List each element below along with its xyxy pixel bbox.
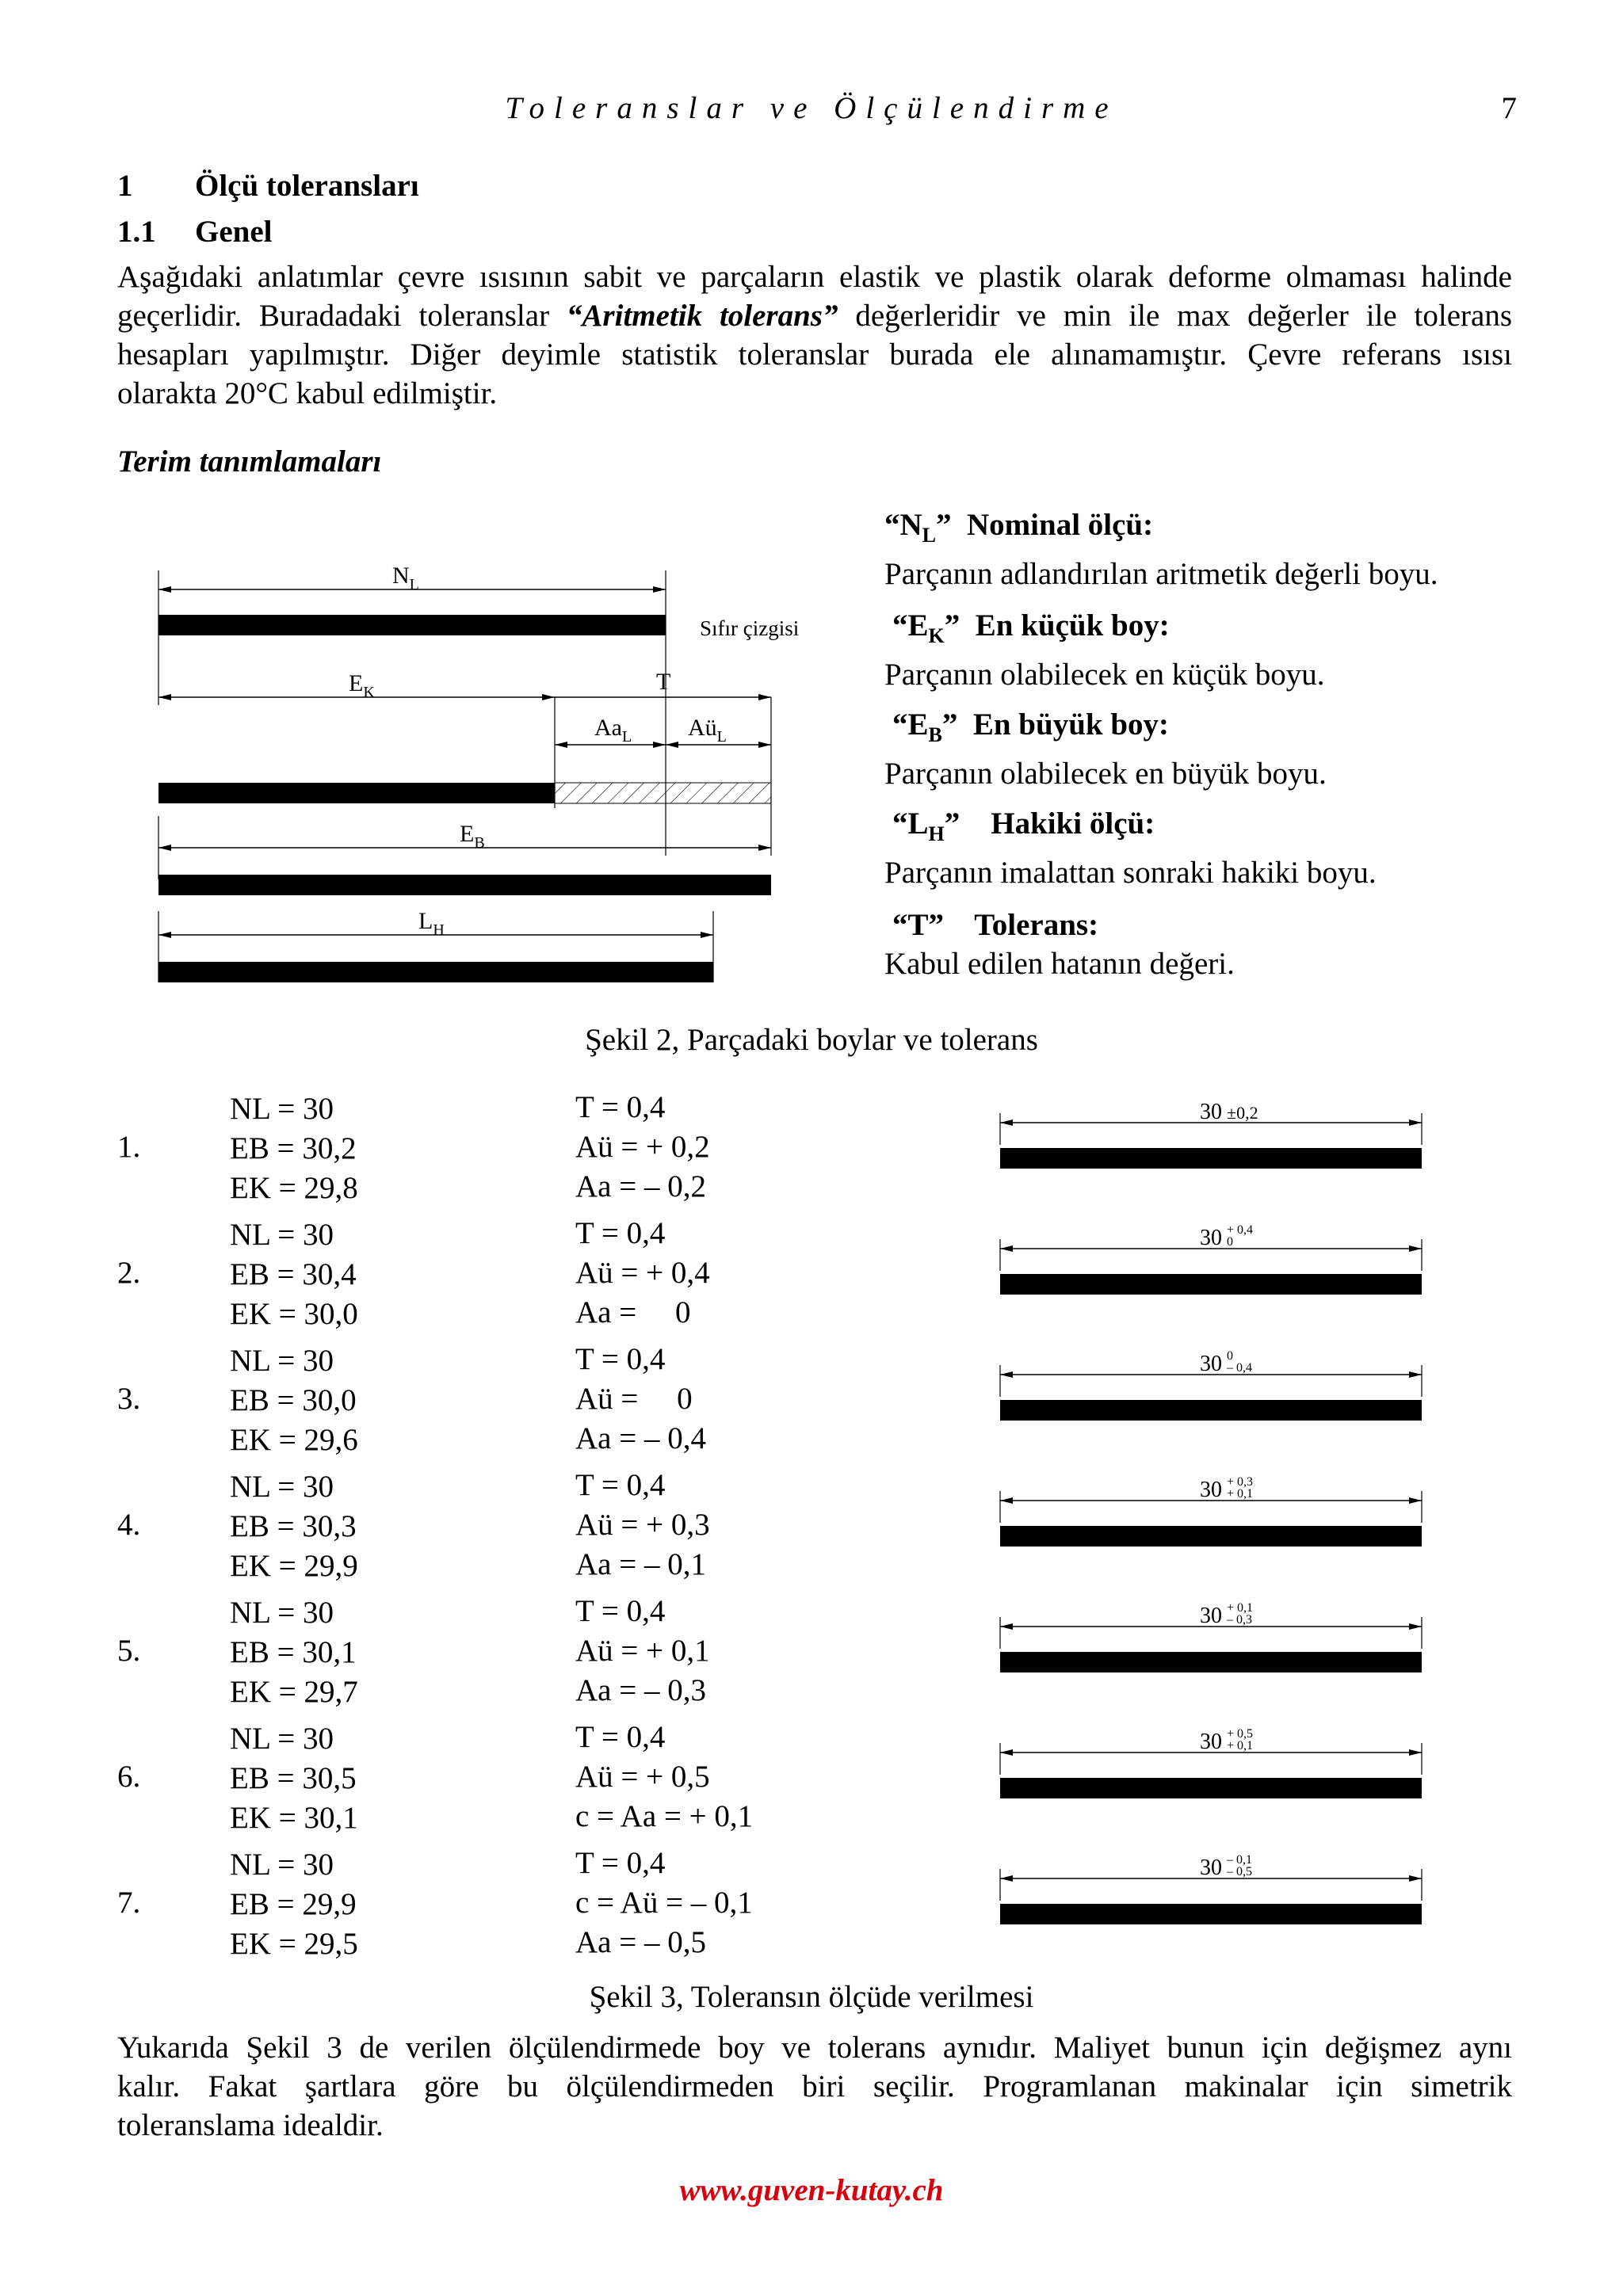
definition-term: “$N_L$” Nominal ölçü: [884,508,1154,547]
example-lower-deviation: Aa = – 0,4 [575,1421,706,1455]
example-min: EK = 30,1 [230,1801,358,1835]
example-dimension-drawing [995,1727,1439,1822]
example-lengths [230,1467,358,1586]
part-bar [1000,1778,1422,1798]
figure-2-drawing [111,547,951,1054]
part-bar [1000,1652,1422,1672]
part-bar [1000,1400,1422,1421]
page-number: 7 [1501,91,1517,125]
aa-label: $Aa_L$ [594,715,632,746]
example-upper-deviation: c = Aü = – 0,1 [575,1886,753,1920]
dimension-lower-deviation: – 0,4 [1227,1361,1252,1375]
example-min: EK = 29,6 [230,1423,358,1457]
dimension-lower-deviation: 0 [1227,1235,1233,1249]
example-min: EK = 30,0 [230,1297,358,1331]
example-tolerance: T = 0,4 [575,1342,666,1376]
arrow-left [1000,1497,1013,1504]
example-lengths [230,1215,358,1334]
example-number: 1. [117,1130,141,1164]
example-min: EK = 29,8 [230,1171,358,1205]
dimension-tolerance-symmetric: ±0,2 [1227,1103,1258,1123]
example-upper-deviation: Aü = 0 [575,1382,693,1416]
dimension-upper-deviation: 0 [1227,1349,1233,1363]
example-lower-deviation: Aa = – 0,5 [575,1925,706,1959]
definition-term: “$E_K$” En küçük boy: [892,608,1170,647]
example-max: EB = 30,0 [230,1383,357,1417]
example-deviations [575,1466,710,1585]
intro-paragraph [117,257,1512,413]
example-deviations [575,1340,706,1459]
example-dimension-drawing [995,1349,1439,1444]
example-dimension-drawing [995,1475,1439,1570]
dimension-value: 30 [1200,1100,1222,1124]
example-lower-deviation: Aa = 0 [575,1295,691,1329]
example-deviations [575,1592,710,1711]
running-header-title: Toleranslar ve Ölçülendirme [505,91,1118,125]
definition-description: Parçanın adlandırılan aritmetik değerli boyu. [884,556,1438,591]
section-1-title: Ölçü toleransları [195,169,419,203]
dimension-lower-deviation: – 0,5 [1227,1865,1252,1878]
arrow-right [1409,1497,1422,1504]
example-dimension-drawing [995,1097,1439,1192]
example-min: EK = 29,9 [230,1549,358,1583]
example-deviations [575,1088,710,1207]
example-nominal: NL = 30 [230,1596,334,1630]
nl-label: $N_L$ [392,563,419,593]
example-upper-deviation: Aü = + 0,4 [575,1256,710,1290]
example-lower-deviation: c = Aa = + 0,1 [575,1799,754,1833]
arrow-right [1409,1875,1422,1882]
dimension-value: 30 [1200,1226,1222,1250]
intro-line: geçerlidir. Buradadaki toleranslar “Aritmetik tolerans” değerleridir ve min ile max değerler ile tolerans [117,299,1512,333]
example-upper-deviation: Aü = + 0,5 [575,1760,710,1794]
dimension-value: 30 [1200,1730,1222,1754]
section-1-1-heading [117,214,272,250]
example-max: EB = 30,1 [230,1635,357,1669]
example-deviations [575,1214,710,1333]
dimension-lower-deviation: – 0,3 [1227,1613,1252,1627]
example-lengths [230,1593,358,1712]
definition-item [884,705,1327,793]
lh-label: $L_H$ [418,908,445,939]
example-lengths [230,1341,358,1460]
arrow-right [1409,1749,1422,1756]
example-dimension-drawing [995,1853,1439,1948]
dimension-value: 30 [1200,1855,1222,1880]
example-tolerance: T = 0,4 [575,1846,666,1880]
example-nominal: NL = 30 [230,1218,334,1252]
dimension-lower-deviation: + 0,1 [1227,1487,1254,1501]
dimension-upper-deviation: + 0,1 [1227,1601,1254,1615]
example-min: EK = 29,7 [230,1675,358,1709]
part-bar [1000,1148,1422,1169]
emphasis-text: “Aritmetik tolerans” [566,299,838,333]
dimension-upper-deviation: – 0,1 [1227,1853,1252,1867]
section-1-heading [117,168,419,204]
terms-heading: Terim tanımlamaları [117,444,382,479]
example-tolerance: T = 0,4 [575,1216,666,1250]
example-tolerance: T = 0,4 [575,1090,666,1124]
part-bar [1000,1526,1422,1547]
example-number: 3. [117,1382,141,1416]
example-max: EB = 30,4 [230,1257,357,1291]
eb-bar [158,875,771,895]
outro-line: kalır. Fakat şartlara göre bu ölçülendirmeden biri seçilir. Programlanan makinalar için simetrik [117,2069,1512,2103]
example-number: 2. [117,1256,141,1290]
arrow-right [1409,1623,1422,1630]
arrow-left [1000,1875,1013,1882]
example-dimension-drawing [995,1223,1439,1318]
part-bar [1000,1274,1422,1295]
arrow-left [1000,1623,1013,1630]
definition-description: Parçanın olabilecek en büyük boyu. [884,756,1327,791]
arrow-left [1000,1245,1013,1252]
definition-description: Parçanın olabilecek en küçük boyu. [884,657,1325,692]
example-deviations [575,1718,753,1836]
example-lower-deviation: Aa = – 0,3 [575,1673,706,1707]
section-1-1-number: 1.1 [117,215,156,249]
example-lengths [230,1719,358,1838]
arrow-right [1409,1371,1422,1378]
example-upper-deviation: Aü = + 0,3 [575,1508,710,1542]
example-number: 7. [117,1886,141,1920]
example-lengths [230,1845,358,1964]
definition-term: “$E_B$” En büyük boy: [892,707,1169,746]
arrow-right [1409,1119,1422,1126]
part-bar [1000,1904,1422,1924]
example-nominal: NL = 30 [230,1092,334,1126]
intro-line: olarakta 20°C kabul edilmiştir. [117,376,498,410]
section-1-number: 1 [117,169,133,203]
definition-item [884,606,1325,694]
arrow-left [1000,1749,1013,1756]
ek-label: $E_K$ [349,670,375,701]
definition-description: Parçanın imalattan sonraki hakiki boyu. [884,855,1377,890]
example-max: EB = 30,5 [230,1761,357,1795]
definition-item [884,505,1438,593]
example-max: EB = 30,2 [230,1131,357,1165]
example-lower-deviation: Aa = – 0,2 [575,1169,706,1203]
figure-3-caption: Şekil 3, Toleransın ölçüde verilmesi [589,1980,1034,2014]
example-number: 5. [117,1634,141,1668]
intro-line: Aşağıdaki anlatımlar çevre ısısının sabit ve parçaların elastik ve plastik olarak deforme olmaması halinde [117,260,1512,294]
example-lengths [230,1089,358,1208]
dimension-upper-deviation: + 0,5 [1227,1727,1254,1741]
dimension-value: 30 [1200,1604,1222,1628]
example-max: EB = 30,3 [230,1509,357,1543]
example-number: 4. [117,1508,141,1542]
arrow-right [1409,1245,1422,1252]
outro-line: toleranslama idealdir. [117,2108,384,2142]
example-nominal: NL = 30 [230,1722,334,1756]
example-upper-deviation: Aü = + 0,1 [575,1634,710,1668]
dimension-value: 30 [1200,1352,1222,1376]
nl-bar [158,615,666,635]
example-min: EK = 29,5 [230,1927,358,1961]
definition-item [884,804,1377,892]
zero-line-label: Sıfır çizgisi [700,616,800,640]
au-label: $Aü_L$ [688,715,727,746]
example-tolerance: T = 0,4 [575,1720,666,1754]
definition-term: “$L_H$” Hakiki ölçü: [892,807,1155,845]
dimension-value: 30 [1200,1478,1222,1502]
example-dimension-drawing [995,1601,1439,1696]
arrow-left [1000,1371,1013,1378]
example-max: EB = 29,9 [230,1887,357,1921]
example-nominal: NL = 30 [230,1344,334,1378]
example-deviations [575,1844,753,1962]
dimension-upper-deviation: + 0,4 [1227,1223,1254,1237]
arrow-left [1000,1119,1013,1126]
ek-bar [158,783,555,803]
example-tolerance: T = 0,4 [575,1468,666,1502]
section-1-1-title: Genel [195,215,273,249]
example-nominal: NL = 30 [230,1848,334,1882]
example-lower-deviation: Aa = – 0,1 [575,1547,706,1581]
definition-description: Kabul edilen hatanın değeri. [884,947,1235,981]
example-number: 6. [117,1760,141,1794]
dimension-upper-deviation: + 0,3 [1227,1475,1254,1489]
definition-item [884,906,1235,983]
eb-label: $E_B$ [460,821,485,852]
lh-bar [158,962,713,982]
figure-2-caption: Şekil 2, Parçadaki boylar ve tolerans [585,1023,1038,1057]
example-upper-deviation: Aü = + 0,2 [575,1130,710,1164]
t-label: T [656,669,671,695]
outro-paragraph [117,2028,1512,2145]
definition-term: “T” Tolerans: [892,908,1099,942]
tolerance-zone-hatch [555,783,771,803]
outro-line: Yukarıda Şekil 3 de verilen ölçülendirmede boy ve tolerans aynıdır. Maliyet bunun için değişmez aynı [117,2031,1512,2065]
footer-website-link[interactable]: www.guven-kutay.ch [679,2173,944,2207]
intro-line: hesapları yapılmıştır. Diğer deyimle statistik toleranslar burada ele alınamamıştır. Çevre referans ısısı [117,338,1512,372]
example-nominal: NL = 30 [230,1470,334,1504]
example-tolerance: T = 0,4 [575,1594,666,1628]
dimension-lower-deviation: + 0,1 [1227,1739,1254,1753]
